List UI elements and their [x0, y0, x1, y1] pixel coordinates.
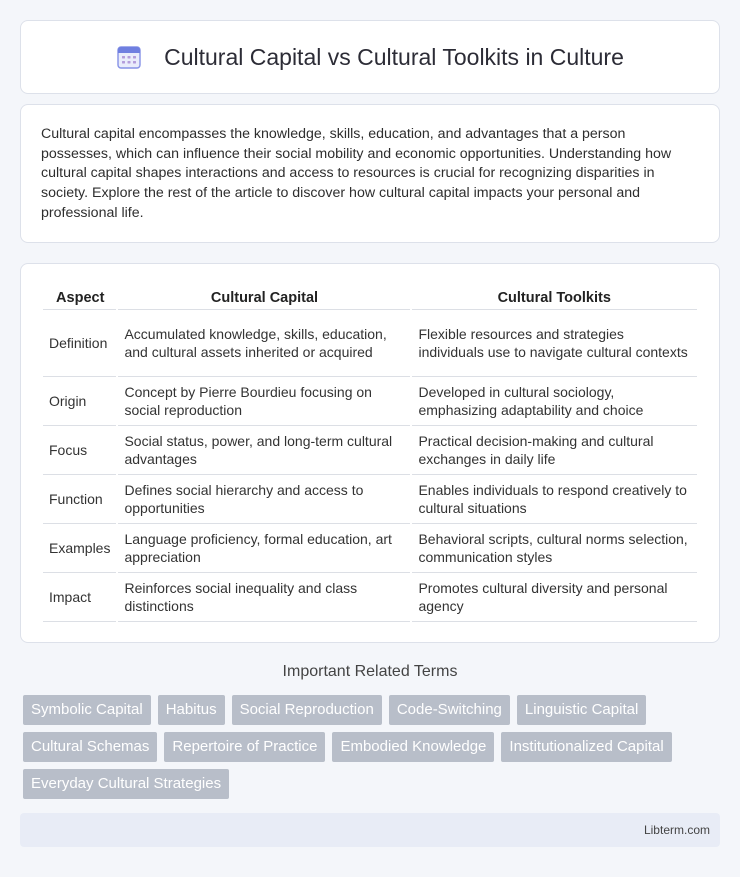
calendar-icon	[116, 44, 142, 70]
row-cultural-toolkits: Flexible resources and strategies individuals use to navigate cultural contexts	[411, 309, 697, 376]
tag-institutionalized-capital[interactable]: Institutionalized Capital	[501, 732, 671, 762]
row-cultural-toolkits: Behavioral scripts, cultural norms selection, communication styles	[411, 523, 697, 572]
table-row	[43, 572, 697, 621]
header-card	[20, 20, 720, 94]
header-aspect: Aspect	[43, 284, 117, 309]
table-row	[43, 523, 697, 572]
row-cultural-toolkits: Practical decision-making and cultural exchanges in daily life	[411, 425, 697, 474]
table-row	[43, 309, 697, 376]
tag-symbolic-capital[interactable]: Symbolic Capital	[23, 695, 151, 725]
header-cultural-capital: Cultural Capital	[117, 284, 411, 309]
row-cultural-capital: Defines social hierarchy and access to opportunities	[117, 474, 411, 523]
row-cultural-capital: Concept by Pierre Bourdieu focusing on social reproduction	[117, 376, 411, 425]
tag-code-switching[interactable]: Code-Switching	[389, 695, 510, 725]
comparison-table-card	[20, 263, 720, 643]
row-cultural-toolkits: Developed in cultural sociology, emphasizing adaptability and choice	[411, 376, 697, 425]
row-aspect: Focus	[43, 425, 117, 474]
row-cultural-toolkits: Enables individuals to respond creatively to cultural situations	[411, 474, 697, 523]
intro-card	[20, 104, 720, 243]
related-terms-title: Important Related Terms	[282, 663, 458, 680]
table-row	[43, 474, 697, 523]
row-aspect: Origin	[43, 376, 117, 425]
tag-habitus[interactable]: Habitus	[158, 695, 225, 725]
table-row	[43, 376, 697, 425]
tag-everyday-cultural-strategies[interactable]: Everyday Cultural Strategies	[23, 769, 229, 799]
tag-social-reproduction[interactable]: Social Reproduction	[232, 695, 382, 725]
row-cultural-capital: Social status, power, and long-term cultural advantages	[117, 425, 411, 474]
table-header-row	[43, 284, 697, 309]
related-terms-list	[23, 695, 723, 799]
table-row	[43, 425, 697, 474]
header-cultural-toolkits: Cultural Toolkits	[411, 284, 697, 309]
intro-text: Cultural capital encompasses the knowledge, skills, education, and advantages that a person possesses, which can influence their social mobility and economic opportunities. Understanding how cultural capital shapes interactions and access to resources is crucial for recognizing disparities in society. Explore the rest of the article to discover how cultural capital impacts your personal and professional life.	[41, 126, 672, 221]
footer-brand[interactable]: Libterm.com	[643, 823, 710, 837]
row-cultural-capital: Accumulated knowledge, skills, education, and cultural assets inherited or acquired	[117, 309, 411, 376]
row-aspect: Examples	[43, 523, 117, 572]
row-aspect: Impact	[43, 572, 117, 621]
tag-repertoire-of-practice[interactable]: Repertoire of Practice	[164, 732, 325, 762]
title-wrap	[116, 44, 624, 71]
footer	[20, 813, 720, 847]
tag-linguistic-capital[interactable]: Linguistic Capital	[517, 695, 646, 725]
tag-embodied-knowledge[interactable]: Embodied Knowledge	[332, 732, 494, 762]
comparison-table	[43, 284, 697, 622]
row-aspect: Function	[43, 474, 117, 523]
page-title: Cultural Capital vs Cultural Toolkits in Culture	[164, 43, 624, 70]
tag-cultural-schemas[interactable]: Cultural Schemas	[23, 732, 157, 762]
row-cultural-capital: Language proficiency, formal education, art appreciation	[117, 523, 411, 572]
row-cultural-capital: Reinforces social inequality and class distinctions	[117, 572, 411, 621]
row-aspect: Definition	[43, 309, 117, 376]
row-cultural-toolkits: Promotes cultural diversity and personal agency	[411, 572, 697, 621]
